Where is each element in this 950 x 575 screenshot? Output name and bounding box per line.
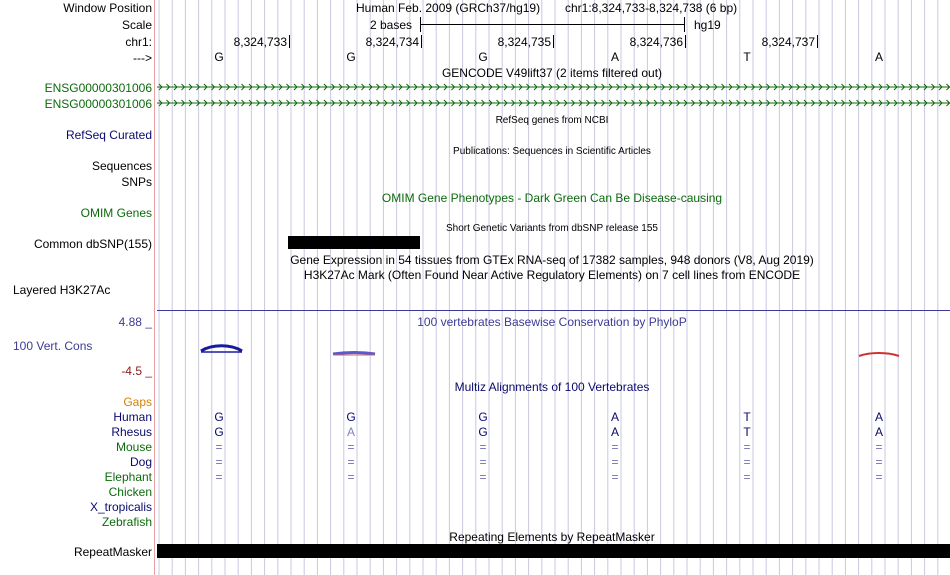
alignment-mouse-base: = xyxy=(215,440,223,454)
label-species-mouse: Mouse xyxy=(115,440,152,454)
dbsnp-feature-block[interactable] xyxy=(288,236,420,249)
label-species-x-tropicalis: X_tropicalis xyxy=(89,500,152,514)
label-ensg-1[interactable]: ENSG00000301006 xyxy=(44,81,152,95)
alignment-dog-base: = xyxy=(347,455,355,469)
scale-bar-left-tick xyxy=(420,17,421,32)
label-cons-max: 4.88 _ xyxy=(118,315,152,329)
label-species-zebrafish: Zebrafish xyxy=(101,515,152,529)
track-title-phylop: 100 vertebrates Basewise Conservation by PhyloP xyxy=(417,315,687,329)
track-title-multiz: Multiz Alignments of 100 Vertebrates xyxy=(454,380,650,394)
alignment-dog-base: = xyxy=(611,455,619,469)
scale-db: hg19 xyxy=(694,18,721,32)
alignment-mouse-base: = xyxy=(875,440,883,454)
alignment-rhesus-base: G xyxy=(478,425,488,439)
ruler-base: G xyxy=(214,50,224,64)
label-cons-min: -4.5 _ xyxy=(121,364,152,378)
scale-text: 2 bases xyxy=(370,18,413,32)
ruler-tick xyxy=(421,35,422,48)
alignment-mouse-base: = xyxy=(611,440,619,454)
scale-bar xyxy=(420,24,684,25)
label-repeatmasker[interactable]: RepeatMasker xyxy=(73,545,152,559)
alignment-rhesus-base: A xyxy=(874,425,884,439)
track-title-omim: OMIM Gene Phenotypes - Dark Green Can Be Disease-causing xyxy=(381,191,723,205)
label-100-vert-cons[interactable]: 100 Vert. Cons xyxy=(13,339,93,353)
label-window-position: Window Position xyxy=(63,1,152,15)
label-species-human: Human xyxy=(113,410,152,424)
label-species-chicken: Chicken xyxy=(108,485,152,499)
label-layered-h3k27ac[interactable]: Layered H3K27Ac xyxy=(13,283,111,297)
label-ensg-2[interactable]: ENSG00000301006 xyxy=(44,97,152,111)
ruler-tick xyxy=(817,35,818,48)
alignment-elephant-base: = xyxy=(347,470,355,484)
ruler-base: T xyxy=(743,50,751,64)
alignment-human-base: G xyxy=(214,410,224,424)
alignment-elephant-base: = xyxy=(743,470,751,484)
track-divider-line xyxy=(154,0,155,575)
ruler-tick xyxy=(685,35,686,48)
scale-bar-right-tick xyxy=(684,17,685,32)
track-title-publications: Publications: Sequences in Scientific Articles xyxy=(453,146,651,157)
track-title-dbsnp: Short Genetic Variants from dbSNP release 155 xyxy=(446,223,658,234)
label-species-elephant: Elephant xyxy=(104,470,152,484)
ruler-base: A xyxy=(610,50,620,64)
ruler-tick-label: 8,324,736 xyxy=(629,35,683,49)
track-title-gtex: Gene Expression in 54 tissues from GTEx RNA-seq of 17382 samples, 948 donors (V8, Aug 2019) xyxy=(290,253,814,267)
track-title-gencode: GENCODE V49lift37 (2 items filtered out) xyxy=(441,66,663,80)
alignment-dog-base: = xyxy=(875,455,883,469)
assembly-title: Human Feb. 2009 (GRCh37/hg19) xyxy=(356,1,541,15)
label-gaps: Gaps xyxy=(123,395,152,409)
alignment-rhesus-base: T xyxy=(743,425,751,439)
label-refseq-curated[interactable]: RefSeq Curated xyxy=(65,128,152,142)
label-sequences[interactable]: Sequences xyxy=(91,159,152,173)
alignment-elephant-base: = xyxy=(611,470,619,484)
track-title-repeatmasker: Repeating Elements by RepeatMasker xyxy=(449,530,655,544)
track-title-h3k27ac: H3K27Ac Mark (Often Found Near Active Regulatory Elements) on 7 cell lines from ENCODE xyxy=(303,268,801,282)
ruler-tick-label: 8,324,737 xyxy=(761,35,815,49)
gene-ensg-2-arrows[interactable] xyxy=(157,98,950,108)
ruler-tick-label: 8,324,734 xyxy=(365,35,419,49)
alignment-rhesus-base: A xyxy=(610,425,620,439)
alignment-human-base: A xyxy=(874,410,884,424)
ruler-tick xyxy=(289,35,290,48)
ruler-tick-label: 8,324,733 xyxy=(233,35,287,49)
alignment-rhesus-base: A xyxy=(346,425,356,439)
track-title-refseq: RefSeq genes from NCBI xyxy=(495,115,609,126)
label-species-rhesus: Rhesus xyxy=(111,425,152,439)
alignment-human-base: G xyxy=(478,410,488,424)
alignment-rhesus-base: G xyxy=(214,425,224,439)
phylop-wiggle xyxy=(157,340,950,365)
alignment-dog-base: = xyxy=(743,455,751,469)
alignment-human-base: T xyxy=(743,410,751,424)
label-chr: chr1: xyxy=(125,35,152,49)
repeatmasker-feature-block[interactable] xyxy=(157,544,950,558)
ruler-tick-label: 8,324,735 xyxy=(497,35,551,49)
alignment-elephant-base: = xyxy=(215,470,223,484)
alignment-dog-base: = xyxy=(479,455,487,469)
label-scale: Scale xyxy=(121,18,152,32)
alignment-dog-base: = xyxy=(215,455,223,469)
gene-ensg-1-arrows[interactable] xyxy=(157,82,950,92)
alignment-mouse-base: = xyxy=(479,440,487,454)
ruler-base: A xyxy=(874,50,884,64)
ruler-tick xyxy=(553,35,554,48)
alignment-human-base: G xyxy=(346,410,356,424)
label-common-dbsnp[interactable]: Common dbSNP(155) xyxy=(33,237,152,251)
ruler-base: G xyxy=(478,50,488,64)
label-strand-arrow: ---> xyxy=(133,51,152,65)
alignment-human-base: A xyxy=(610,410,620,424)
position-readout: chr1:8,324,733-8,324,738 (6 bp) xyxy=(565,1,738,15)
alignment-mouse-base: = xyxy=(347,440,355,454)
alignment-elephant-base: = xyxy=(875,470,883,484)
cons-top-line xyxy=(157,310,950,311)
label-species-dog: Dog xyxy=(129,455,152,469)
label-omim-genes[interactable]: OMIM Genes xyxy=(80,206,152,220)
ruler-base: G xyxy=(346,50,356,64)
label-snps[interactable]: SNPs xyxy=(121,175,152,189)
alignment-mouse-base: = xyxy=(743,440,751,454)
alignment-elephant-base: = xyxy=(479,470,487,484)
